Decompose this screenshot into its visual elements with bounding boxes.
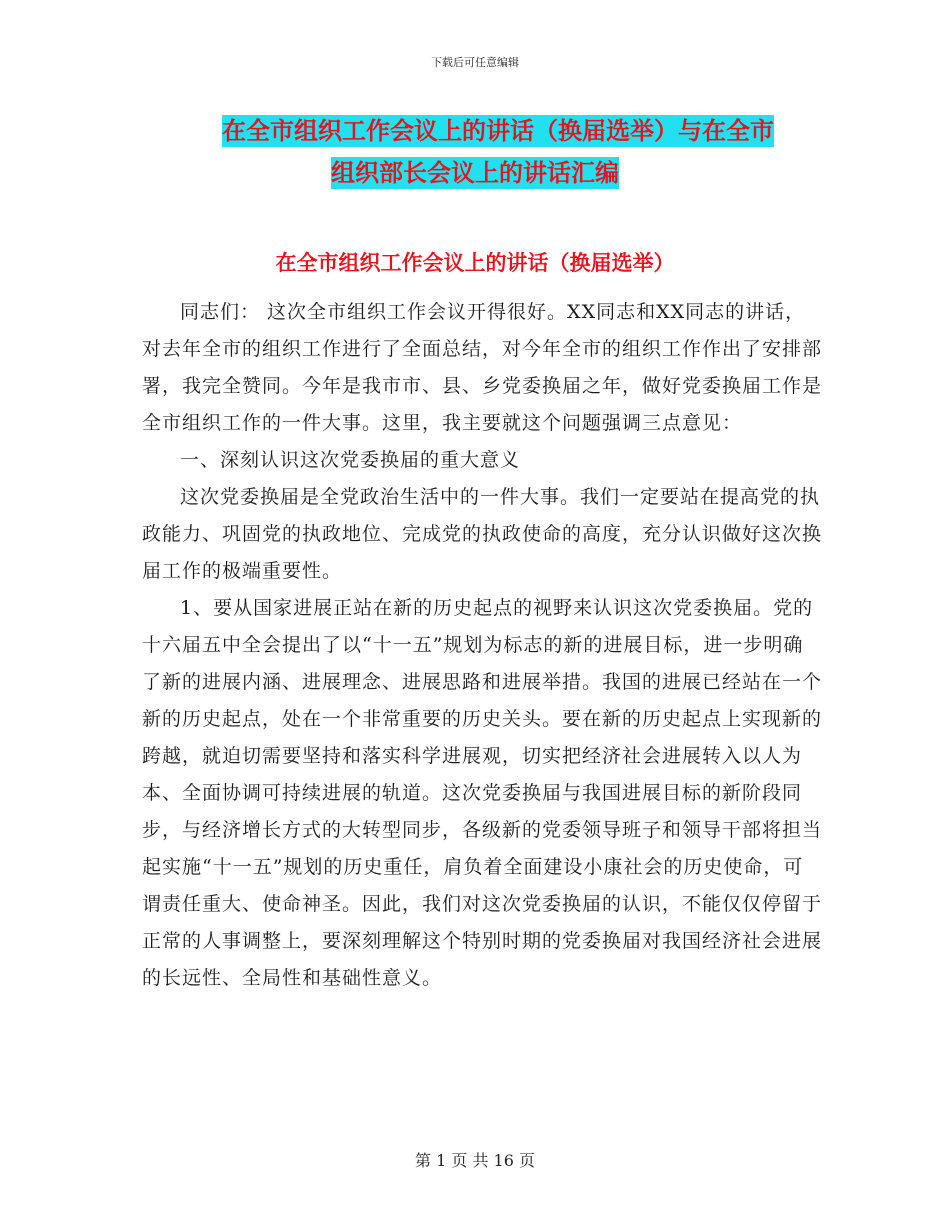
main-title-line-1: 在全市组织工作会议上的讲话（换届选举）与在全市 (222, 117, 774, 145)
main-title (0, 110, 950, 194)
header-note: 下载后可任意编辑 (431, 56, 519, 69)
paragraph-3: 1、要从国家进展正站在新的历史起点的视野来认识这次党委换届。党的十六届五中全会提出了以“十一五”规划为标志的新的进展目标，进一步明确了新的进展内涵、进展理念、进展思路和进展举措。我国的进展已经站在一个新的历史起点，处在一个非常重要的历史关头。要在新的历史起点上实现新的跨越，就迫切需要坚持和落实科学进展观，切实把经济社会进展转入以人为本、全面协调可持续进展的轨道。这次党委换届与我国进展目标的新阶段同步，与经济增长方式的大转型同步，各级新的党委领导班子和领导干部将担当起实施“十一五”规划的历史重任，肩负着全面建设小康社会的历史使命，可谓责任重大、使命神圣。因此，我们对这次党委换届的认识，不能仅仅停留于正常的人事调整上，要深刻理解这个特别时期的党委换届对我国经济社会进展的长远性、全局性和基础性意义。 (142, 597, 823, 989)
section-title: 在全市组织工作会议上的讲话（换届选举） (275, 251, 675, 275)
paragraph-2: 这次党委换届是全党政治生活中的一件大事。我们一定要站在提高党的执政能力、巩固党的执政地位、完成党的执政使命的高度，充分认识做好这次换届工作的极端重要性。 (142, 486, 823, 582)
main-title-line-2: 组织部长会议上的讲话汇编 (331, 159, 619, 187)
page-number: 第 1 页 共 16 页 (415, 1151, 535, 1170)
body-text (142, 294, 822, 997)
paragraph-intro: 同志们： 这次全市组织工作会议开得很好。XX同志和XX同志的讲话，对去年全市的组织工作进行了全面总结，对今年全市的组织工作作出了安排部署，我完全赞同。今年是我市市、县、乡党委换届之年，做好党委换届工作是全市组织工作的一件大事。这里，我主要就这个问题强调三点意见： (142, 301, 823, 434)
paragraph-heading-1: 一、深刻认识这次党委换届的重大意义 (180, 449, 521, 471)
